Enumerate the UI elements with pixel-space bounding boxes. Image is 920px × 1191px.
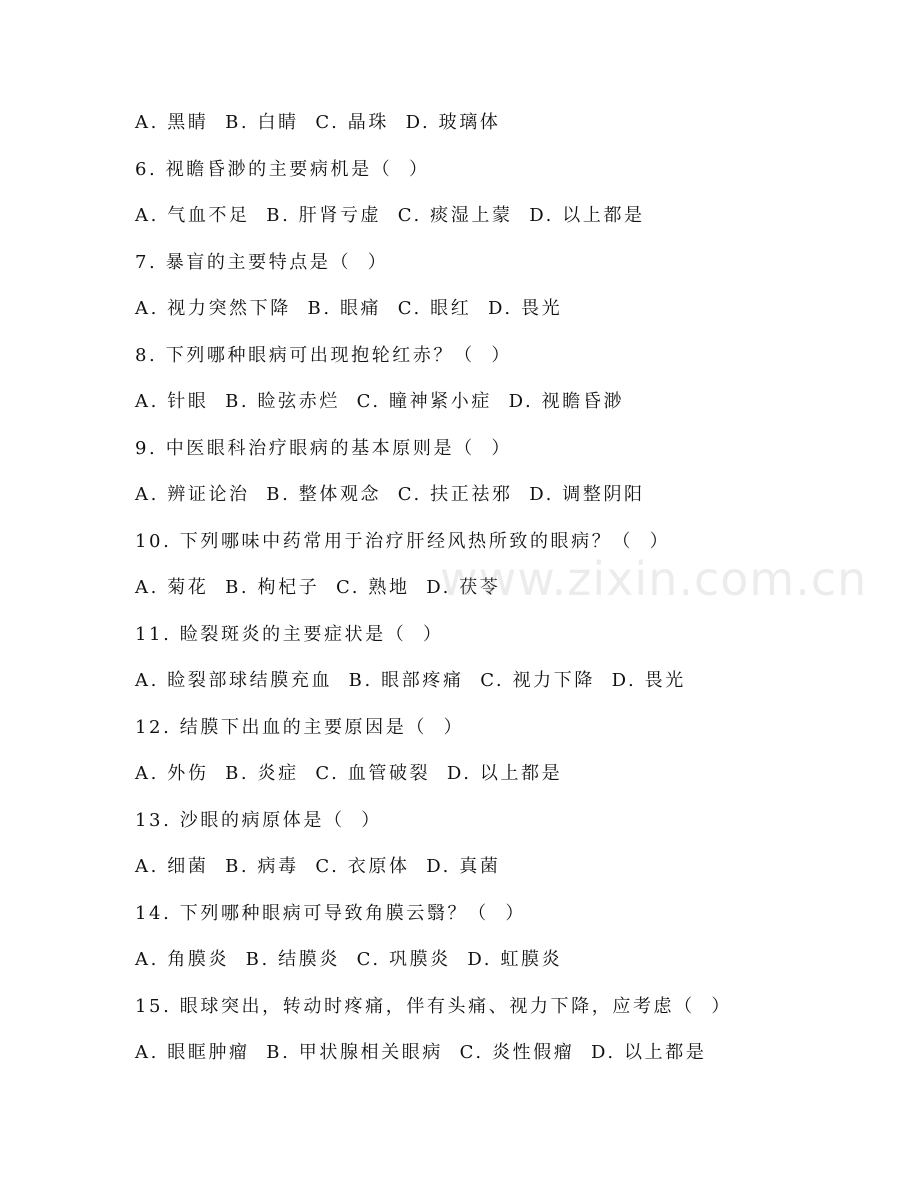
question-9: 9. 中医眼科治疗眼病的基本原则是（ ） — [135, 437, 512, 459]
answer-options-5: A. 黑睛 B. 白睛 C. 晶珠 D. 玻璃体 — [135, 112, 501, 133]
question-7: 7. 暴盲的主要特点是（ ） — [135, 251, 389, 273]
answer-options-12: A. 外伤 B. 炎症 C. 血管破裂 D. 以上都是 — [135, 763, 563, 784]
question-8: 8. 下列哪种眼病可出现抱轮红赤？（ ） — [135, 344, 512, 366]
question-6: 6. 视瞻昏渺的主要病机是（ ） — [135, 158, 430, 180]
answer-options-9: A. 辨证论治 B. 整体观念 C. 扶正祛邪 D. 调整阴阳 — [135, 484, 645, 505]
question-13: 13. 沙眼的病原体是（ ） — [135, 809, 382, 831]
answer-options-13: A. 细菌 B. 病毒 C. 衣原体 D. 真菌 — [135, 856, 501, 877]
document-text — [135, 107, 875, 1084]
answer-options-14: A. 角膜炎 B. 结膜炎 C. 巩膜炎 D. 虹膜炎 — [135, 949, 563, 970]
question-10: 10. 下列哪味中药常用于治疗肝经风热所致的眼病？（ ） — [135, 530, 671, 552]
answer-options-6: A. 气血不足 B. 肝肾亏虚 C. 痰湿上蒙 D. 以上都是 — [135, 205, 645, 226]
question-14: 14. 下列哪种眼病可导致角膜云翳？（ ） — [135, 902, 526, 924]
answer-options-8: A. 针眼 B. 睑弦赤烂 C. 瞳神紧小症 D. 视瞻昏渺 — [135, 391, 625, 412]
answer-options-11: A. 睑裂部球结膜充血 B. 眼部疼痛 C. 视力下降 D. 畏光 — [135, 670, 686, 691]
watermark: www.zixin.com.cn — [440, 552, 868, 606]
answer-options-10: A. 菊花 B. 枸杞子 C. 熟地 D. 茯苓 — [135, 577, 501, 598]
question-15: 15. 眼球突出，转动时疼痛，伴有头痛、视力下降，应考虑（ ） — [135, 995, 732, 1017]
question-12: 12. 结膜下出血的主要原因是（ ） — [135, 716, 465, 738]
answer-options-15: A. 眼眶肿瘤 B. 甲状腺相关眼病 C. 炎性假瘤 D. 以上都是 — [135, 1042, 707, 1063]
question-11: 11. 睑裂斑炎的主要症状是（ ） — [135, 623, 444, 645]
answer-options-7: A. 视力突然下降 B. 眼痛 C. 眼红 D. 畏光 — [135, 298, 563, 319]
